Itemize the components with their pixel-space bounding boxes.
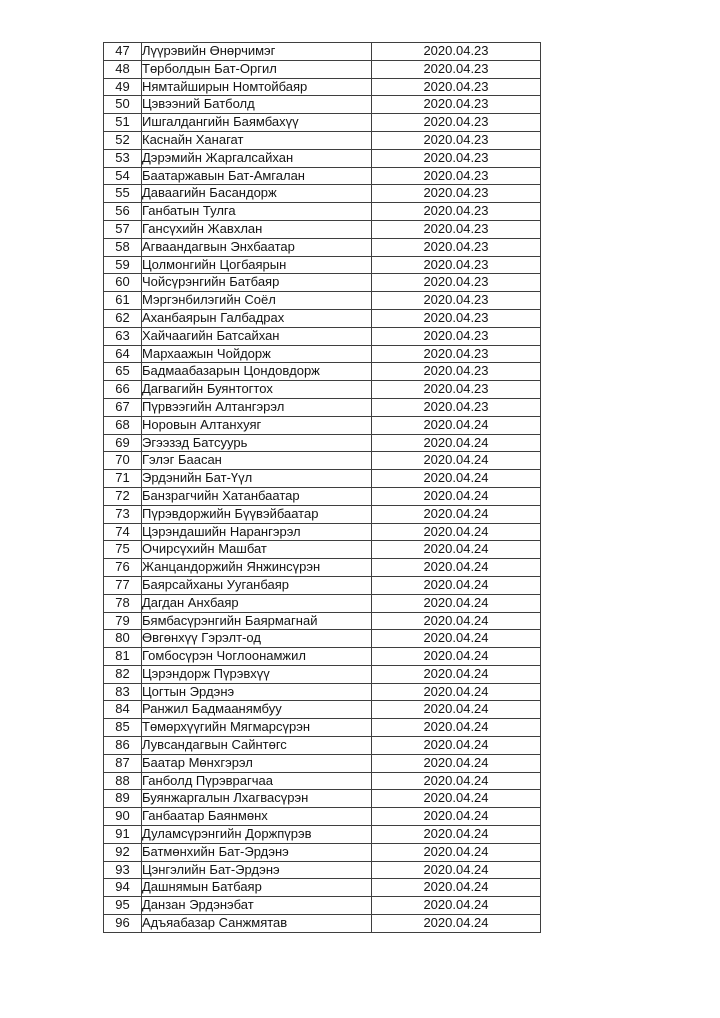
table-row: [104, 737, 541, 755]
date-value: 2020.04.23: [372, 185, 541, 203]
person-name: Дэрэмийн Жаргалсайхан: [142, 149, 372, 167]
row-number: 76: [104, 559, 142, 577]
person-name: Пүрэвдоржийн Бүүвэйбаатар: [142, 505, 372, 523]
row-number: 82: [104, 665, 142, 683]
person-name: Ганболд Пүрэврагчаа: [142, 772, 372, 790]
date-value: 2020.04.23: [372, 292, 541, 310]
row-number: 81: [104, 648, 142, 666]
person-name: Данзан Эрдэнэбат: [142, 897, 372, 915]
person-name: Цогтын Эрдэнэ: [142, 683, 372, 701]
person-name: Ганбатын Тулга: [142, 203, 372, 221]
person-name: Банзрагчийн Хатанбаатар: [142, 487, 372, 505]
date-value: 2020.04.24: [372, 541, 541, 559]
row-number: 64: [104, 345, 142, 363]
row-number: 88: [104, 772, 142, 790]
date-value: 2020.04.23: [372, 398, 541, 416]
table-row: [104, 505, 541, 523]
person-name: Хайчаагийн Батсайхан: [142, 327, 372, 345]
person-name: Баатар Мөнхгэрэл: [142, 754, 372, 772]
person-name: Цэрэндорж Пүрэвхүү: [142, 665, 372, 683]
person-name: Мархаажын Чойдорж: [142, 345, 372, 363]
date-value: 2020.04.23: [372, 256, 541, 274]
person-name: Цолмонгийн Цогбаярын: [142, 256, 372, 274]
row-number: 49: [104, 78, 142, 96]
person-name: Баатаржавын Бат-Амгалан: [142, 167, 372, 185]
date-value: 2020.04.24: [372, 737, 541, 755]
row-number: 61: [104, 292, 142, 310]
date-value: 2020.04.23: [372, 363, 541, 381]
row-number: 60: [104, 274, 142, 292]
person-name: Даваагийн Басандорж: [142, 185, 372, 203]
row-number: 62: [104, 309, 142, 327]
person-name: Ишгалдангийн Баямбахүү: [142, 114, 372, 132]
date-value: 2020.04.24: [372, 487, 541, 505]
table-row: [104, 576, 541, 594]
person-name: Гэлэг Баасан: [142, 452, 372, 470]
person-name: Гансүхийн Жавхлан: [142, 220, 372, 238]
person-name: Дагвагийн Буянтогтох: [142, 381, 372, 399]
date-value: 2020.04.24: [372, 594, 541, 612]
person-name: Өвгөнхүү Гэрэлт-од: [142, 630, 372, 648]
table-row: [104, 879, 541, 897]
row-number: 57: [104, 220, 142, 238]
row-number: 73: [104, 505, 142, 523]
person-name: Аханбаярын Галбадрах: [142, 309, 372, 327]
date-value: 2020.04.24: [372, 612, 541, 630]
person-name: Төрболдын Бат-Оргил: [142, 60, 372, 78]
person-name: Дашнямын Батбаяр: [142, 879, 372, 897]
date-value: 2020.04.23: [372, 60, 541, 78]
table-body: [104, 43, 541, 933]
table-row: [104, 826, 541, 844]
date-value: 2020.04.24: [372, 665, 541, 683]
table-row: [104, 665, 541, 683]
date-value: 2020.04.24: [372, 719, 541, 737]
table-row: [104, 648, 541, 666]
table-row: [104, 559, 541, 577]
table-row: [104, 487, 541, 505]
table-row: [104, 452, 541, 470]
person-name: Лувсандагвын Сайнтөгс: [142, 737, 372, 755]
person-name: Нямтайширын Номтойбаяр: [142, 78, 372, 96]
table-row: [104, 915, 541, 933]
date-value: 2020.04.24: [372, 630, 541, 648]
person-name: Очирсүхийн Машбат: [142, 541, 372, 559]
table-row: [104, 772, 541, 790]
person-name: Мэргэнбилэгийн Соёл: [142, 292, 372, 310]
table-row: [104, 843, 541, 861]
row-number: 85: [104, 719, 142, 737]
date-value: 2020.04.23: [372, 149, 541, 167]
person-name: Агваандагвын Энхбаатар: [142, 238, 372, 256]
person-name: Дуламсүрэнгийн Доржпүрэв: [142, 826, 372, 844]
row-number: 78: [104, 594, 142, 612]
table-row: [104, 861, 541, 879]
date-value: 2020.04.23: [372, 78, 541, 96]
table-row: [104, 114, 541, 132]
date-value: 2020.04.23: [372, 131, 541, 149]
table-row: [104, 292, 541, 310]
row-number: 75: [104, 541, 142, 559]
row-number: 93: [104, 861, 142, 879]
person-name: Ганбаатар Баянмөнх: [142, 808, 372, 826]
date-value: 2020.04.24: [372, 879, 541, 897]
row-number: 80: [104, 630, 142, 648]
row-number: 92: [104, 843, 142, 861]
person-name: Батмөнхийн Бат-Эрдэнэ: [142, 843, 372, 861]
row-number: 67: [104, 398, 142, 416]
row-number: 86: [104, 737, 142, 755]
table-row: [104, 701, 541, 719]
date-value: 2020.04.23: [372, 381, 541, 399]
row-number: 65: [104, 363, 142, 381]
table-row: [104, 612, 541, 630]
date-value: 2020.04.24: [372, 505, 541, 523]
table-row: [104, 43, 541, 61]
date-value: 2020.04.24: [372, 861, 541, 879]
row-number: 54: [104, 167, 142, 185]
row-number: 52: [104, 131, 142, 149]
person-name: Бямбасүрэнгийн Баярмагнай: [142, 612, 372, 630]
row-number: 55: [104, 185, 142, 203]
row-number: 69: [104, 434, 142, 452]
date-value: 2020.04.24: [372, 648, 541, 666]
row-number: 96: [104, 915, 142, 933]
row-number: 77: [104, 576, 142, 594]
date-value: 2020.04.24: [372, 559, 541, 577]
person-name: Чойсүрэнгийн Батбаяр: [142, 274, 372, 292]
date-value: 2020.04.24: [372, 790, 541, 808]
person-name: Цэнгэлийн Бат-Эрдэнэ: [142, 861, 372, 879]
person-name: Норовын Алтанхуяг: [142, 416, 372, 434]
table-row: [104, 398, 541, 416]
row-number: 68: [104, 416, 142, 434]
date-value: 2020.04.23: [372, 327, 541, 345]
row-number: 56: [104, 203, 142, 221]
table-row: [104, 381, 541, 399]
date-value: 2020.04.23: [372, 114, 541, 132]
person-name: Цэвээний Батболд: [142, 96, 372, 114]
row-number: 90: [104, 808, 142, 826]
row-number: 66: [104, 381, 142, 399]
date-value: 2020.04.23: [372, 43, 541, 61]
person-name: Ранжил Бадмаанямбуу: [142, 701, 372, 719]
date-value: 2020.04.24: [372, 434, 541, 452]
date-value: 2020.04.24: [372, 808, 541, 826]
date-value: 2020.04.24: [372, 915, 541, 933]
date-value: 2020.04.23: [372, 220, 541, 238]
row-number: 83: [104, 683, 142, 701]
date-value: 2020.04.24: [372, 754, 541, 772]
person-name: Лүүрэвийн Өнөрчимэг: [142, 43, 372, 61]
date-value: 2020.04.23: [372, 238, 541, 256]
table-row: [104, 185, 541, 203]
date-value: 2020.04.23: [372, 309, 541, 327]
table-row: [104, 203, 541, 221]
date-value: 2020.04.23: [372, 167, 541, 185]
date-value: 2020.04.24: [372, 470, 541, 488]
person-name: Төмөрхүүгийн Мягмарсүрэн: [142, 719, 372, 737]
table-row: [104, 594, 541, 612]
row-number: 47: [104, 43, 142, 61]
row-number: 91: [104, 826, 142, 844]
date-value: 2020.04.24: [372, 416, 541, 434]
table-row: [104, 78, 541, 96]
date-value: 2020.04.23: [372, 96, 541, 114]
row-number: 59: [104, 256, 142, 274]
table-row: [104, 345, 541, 363]
table-row: [104, 808, 541, 826]
date-value: 2020.04.24: [372, 576, 541, 594]
table-row: [104, 327, 541, 345]
row-number: 95: [104, 897, 142, 915]
table-row: [104, 167, 541, 185]
table-row: [104, 131, 541, 149]
person-name: Дагдан Анхбаяр: [142, 594, 372, 612]
row-number: 74: [104, 523, 142, 541]
person-name: Бадмаабазарын Цондовдорж: [142, 363, 372, 381]
table-row: [104, 541, 541, 559]
person-name: Эгээзэд Батсуурь: [142, 434, 372, 452]
table-row: [104, 434, 541, 452]
person-name: Гомбосүрэн Чоглоонамжил: [142, 648, 372, 666]
date-value: 2020.04.24: [372, 772, 541, 790]
date-value: 2020.04.24: [372, 897, 541, 915]
row-number: 58: [104, 238, 142, 256]
table-row: [104, 683, 541, 701]
row-number: 72: [104, 487, 142, 505]
date-value: 2020.04.24: [372, 523, 541, 541]
person-name: Пүрвээгийн Алтангэрэл: [142, 398, 372, 416]
table-row: [104, 274, 541, 292]
person-name: Каснайн Ханагат: [142, 131, 372, 149]
date-value: 2020.04.23: [372, 274, 541, 292]
date-value: 2020.04.24: [372, 826, 541, 844]
table-row: [104, 363, 541, 381]
person-name: Жанцандоржийн Янжинсүрэн: [142, 559, 372, 577]
row-number: 70: [104, 452, 142, 470]
table-row: [104, 149, 541, 167]
person-name: Буянжаргалын Лхагвасүрэн: [142, 790, 372, 808]
date-value: 2020.04.24: [372, 683, 541, 701]
date-value: 2020.04.24: [372, 452, 541, 470]
row-number: 71: [104, 470, 142, 488]
table-row: [104, 470, 541, 488]
date-value: 2020.04.24: [372, 843, 541, 861]
table-row: [104, 60, 541, 78]
name-list-table: [103, 42, 541, 933]
row-number: 53: [104, 149, 142, 167]
table-row: [104, 754, 541, 772]
table-row: [104, 523, 541, 541]
table-row: [104, 309, 541, 327]
row-number: 51: [104, 114, 142, 132]
row-number: 48: [104, 60, 142, 78]
date-value: 2020.04.23: [372, 203, 541, 221]
person-name: Адъяабазар Санжмятав: [142, 915, 372, 933]
date-value: 2020.04.24: [372, 701, 541, 719]
row-number: 79: [104, 612, 142, 630]
person-name: Цэрэндашийн Нарангэрэл: [142, 523, 372, 541]
date-value: 2020.04.23: [372, 345, 541, 363]
person-name: Эрдэнийн Бат-Үүл: [142, 470, 372, 488]
row-number: 63: [104, 327, 142, 345]
row-number: 89: [104, 790, 142, 808]
person-name: Баярсайханы Ууганбаяр: [142, 576, 372, 594]
table-row: [104, 897, 541, 915]
table-row: [104, 220, 541, 238]
table-row: [104, 238, 541, 256]
row-number: 50: [104, 96, 142, 114]
table-row: [104, 630, 541, 648]
table-row: [104, 416, 541, 434]
row-number: 84: [104, 701, 142, 719]
table-row: [104, 256, 541, 274]
row-number: 87: [104, 754, 142, 772]
row-number: 94: [104, 879, 142, 897]
table-row: [104, 719, 541, 737]
table-row: [104, 790, 541, 808]
table-row: [104, 96, 541, 114]
